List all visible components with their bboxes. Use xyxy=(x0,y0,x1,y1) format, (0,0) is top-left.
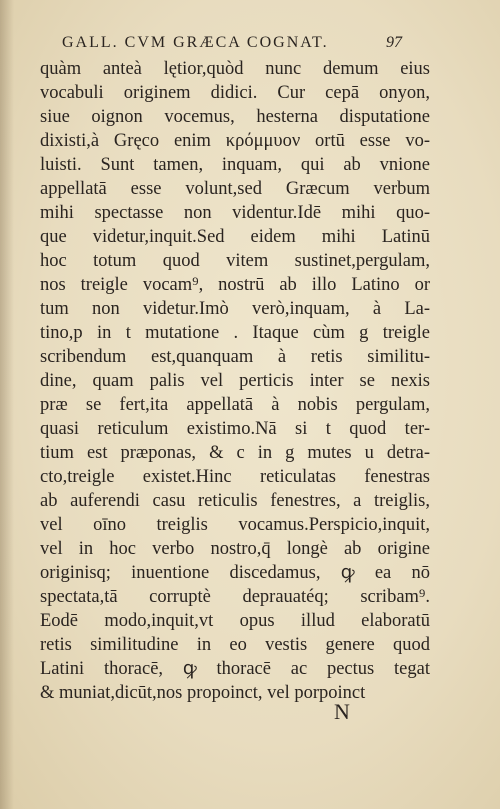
text-line: Eodē modo,inquit,vt opus illud elaboratū xyxy=(40,611,430,631)
text-line: ab auferendi casu reticulis fenestres, a treiglis, xyxy=(40,491,430,511)
text-line: siue oignon vocemus, hesterna disputatione xyxy=(40,107,430,127)
gutter-shadow xyxy=(0,0,14,809)
text-line: tium est præponas, & c in g mutes u detra- xyxy=(40,443,430,463)
text-line: vel in hoc verbo nostro,q̄ longè ab origine xyxy=(40,539,430,559)
text-line: appellatā esse volunt,sed Græcum verbum xyxy=(40,179,430,199)
text-line: dixisti,à Gręco enim κρόμμυον ortū esse vo- xyxy=(40,131,430,151)
text-line: luisti. Sunt tamen, inquam, qui ab vnione xyxy=(40,155,430,175)
body-text xyxy=(40,57,430,705)
text-line: mihi spectasse non videntur.Idē mihi quo- xyxy=(40,203,430,223)
text-line: tino,p in t mutatione . Itaque cùm g treigle xyxy=(40,323,430,343)
text-line: vel oīno treiglis vocamus.Perspicio,inquit, xyxy=(40,515,430,535)
text-line: nos treigle vocam⁹, nostrū ab illo Latino or xyxy=(40,275,430,295)
text-line: que videtur,inquit.Sed eidem mihi Latinū xyxy=(40,227,430,247)
text-line: dine, quam palis vel perticis inter se nexis xyxy=(40,371,430,391)
text-line: Latini thoracē, ꝙ thoracē ac pectus tegat xyxy=(40,659,430,679)
text-line: vocabuli originem didici. Cur cepā onyon, xyxy=(40,83,430,103)
text-line: retis similitudine in eo vestis genere quod xyxy=(40,635,430,655)
text-line: hoc totum quod vitem sustinet,pergulam, xyxy=(40,251,430,271)
text-line: originisq; inuentione discedamus, ꝙ ea nō xyxy=(40,563,430,583)
text-line: & muniat,dicūt,nos propoinct, vel porpoinct xyxy=(40,683,366,703)
text-line: quàm anteà lętior,quòd nunc demum eius xyxy=(40,59,430,79)
text-line: præ se fert,ita appellatā à nobis pergulam, xyxy=(40,395,430,415)
text-line: tum non videtur.Imò verò,inquam, à La- xyxy=(40,299,430,319)
signature-mark: N xyxy=(334,699,350,724)
running-head: GALL. CVM GRÆCA COGNAT. xyxy=(62,34,329,51)
text-line: spectata,tā corruptè deprauatéq; scribam⁹. xyxy=(40,587,430,607)
text-line: cto,treigle existet.Hinc reticulatas fenestras xyxy=(40,467,430,487)
page-number: 97 xyxy=(386,34,402,51)
text-line: quasi reticulum existimo.Nā si t quod ter- xyxy=(40,419,430,439)
text-line: scribendum est,quanquam à retis similitu- xyxy=(40,347,430,367)
